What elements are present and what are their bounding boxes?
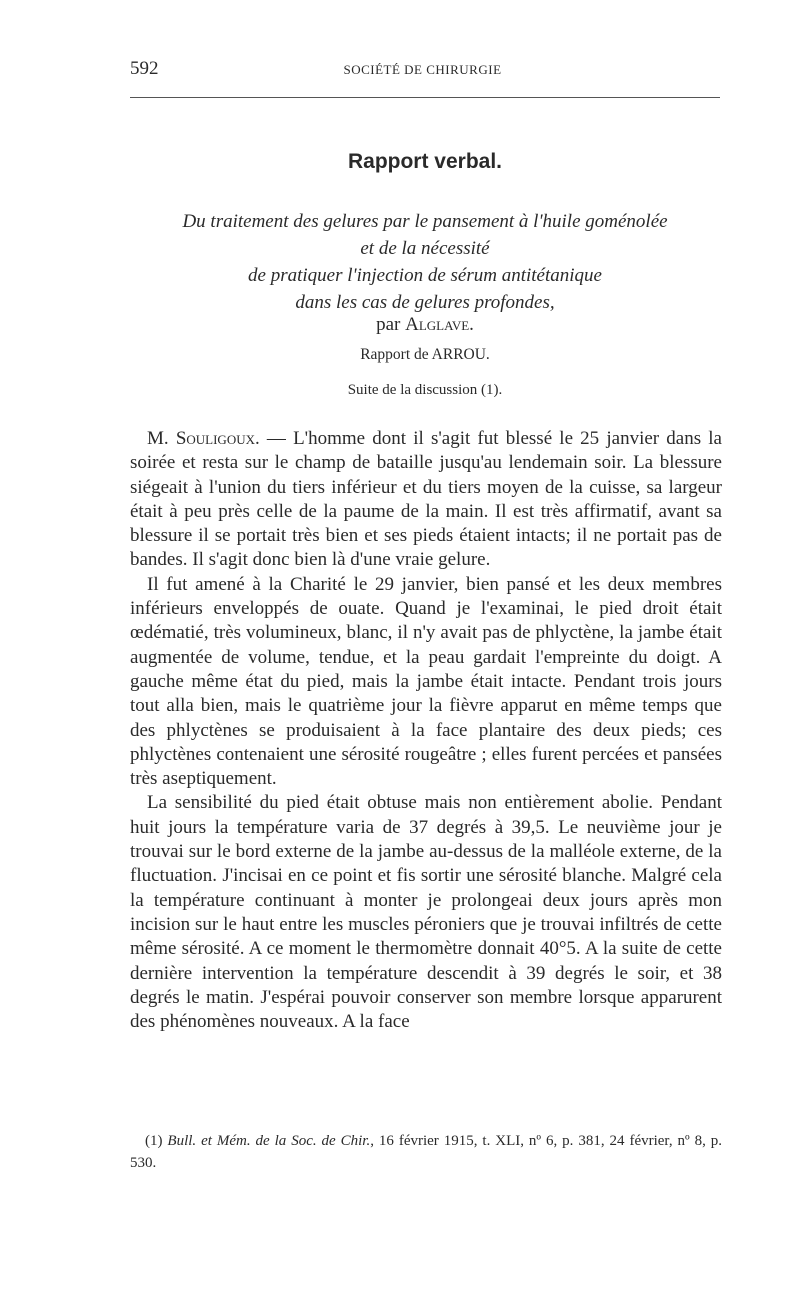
paragraph-3: La sensibilité du pied était obtuse mais non entièrement abolie. Pendant huit jours la température varia de 37 degrés à 39,5. Le neuvième jour je trouvai sur le bord externe de la jambe au-dessus de la malléole externe, de la fluctuation. J'incisai en ce point et fis sortir une sérosité blanche. Malgré cela la température continuant à monter je prolongeai deux jours après mon incision sur le haut entre les muscles péroniers que je trouvai infiltrés de cette même sérosité. A ce moment le thermomètre donnait 40°5. A la suite de cette dernière intervention la température descendit à 39 degrés le soir, et 38 degrés le matin. J'espérai pouvoir conserver son membre lorsque apparurent des phénomènes nouveaux. A la face bbox=[130, 792, 722, 1033]
article-title-line-1: Du traitement des gelures par le pansement à l'huile goménolée bbox=[182, 211, 668, 232]
discussion-note: Suite de la discussion (1). bbox=[347, 382, 503, 398]
rapporteur-line: Rapport de ARROU. bbox=[360, 346, 490, 363]
page-number: 592 bbox=[130, 58, 159, 79]
byline-par: par bbox=[376, 314, 401, 335]
speaker-name: M. Souligoux. bbox=[147, 428, 260, 449]
article-title-line-2: et de la nécessité bbox=[360, 238, 490, 259]
article-title-line-3: de pratiquer l'injection de sérum antitétanique bbox=[248, 265, 602, 286]
byline bbox=[130, 314, 720, 336]
footnote-marker: (1) bbox=[145, 1133, 168, 1149]
paragraph-1-text: — L'homme dont il s'agit fut blessé le 25 janvier dans la soirée et resta sur le champ de bataille jusqu'au lendemain soir. La blessure siégeait à l'union du tiers inférieur et du tiers moyen de la cuisse, sa largeur était à peu près celle de la paume de la main. Il est très affirmatif, avant sa blessure il se portait très bien et ses pieds étaient intacts; il ne portait pas de bandes. Il s'agit donc bien là d'une vraie gelure. bbox=[130, 428, 722, 571]
footnote bbox=[130, 1130, 722, 1174]
paragraph-2: Il fut amené à la Charité le 29 janvier, bien pansé et les deux membres inférieurs enveloppés de ouate. Quand je l'examinai, le pied droit était œdématié, très volumineux, blanc, il n'y avait pas de phlyctène, la jambe était augmentée de volume, tendue, et la peau gardait l'empreinte du doigt. A gauche même état du pied, mais la jambe était intacte. Pendant trois jours tout alla bien, mais le quatrième jour la fièvre apparut en même temps que des phlyctènes se produisaient à la face plantaire des deux pieds; ces phlyctènes contenaient une sérosité rougeâtre ; elles furent percées et pansées très aseptiquement. bbox=[130, 573, 722, 790]
footnote-source: Bull. et Mém. de la Soc. de Chir. bbox=[167, 1133, 371, 1149]
running-header bbox=[130, 58, 715, 84]
article-body bbox=[130, 427, 722, 1034]
author-name: Alglave. bbox=[405, 314, 474, 335]
footnote-text: , 16 février 1915, t. XLI, nº 6, p. 381, 24 février, nº 8, p. 530. bbox=[130, 1133, 722, 1171]
article-title-line-4: dans les cas de gelures profondes, bbox=[295, 292, 555, 313]
paragraph-1 bbox=[130, 427, 722, 573]
section-title: Rapport verbal. bbox=[347, 150, 503, 173]
header-rule bbox=[130, 97, 720, 98]
running-title: SOCIÉTÉ DE CHIRURGIE bbox=[343, 62, 502, 77]
